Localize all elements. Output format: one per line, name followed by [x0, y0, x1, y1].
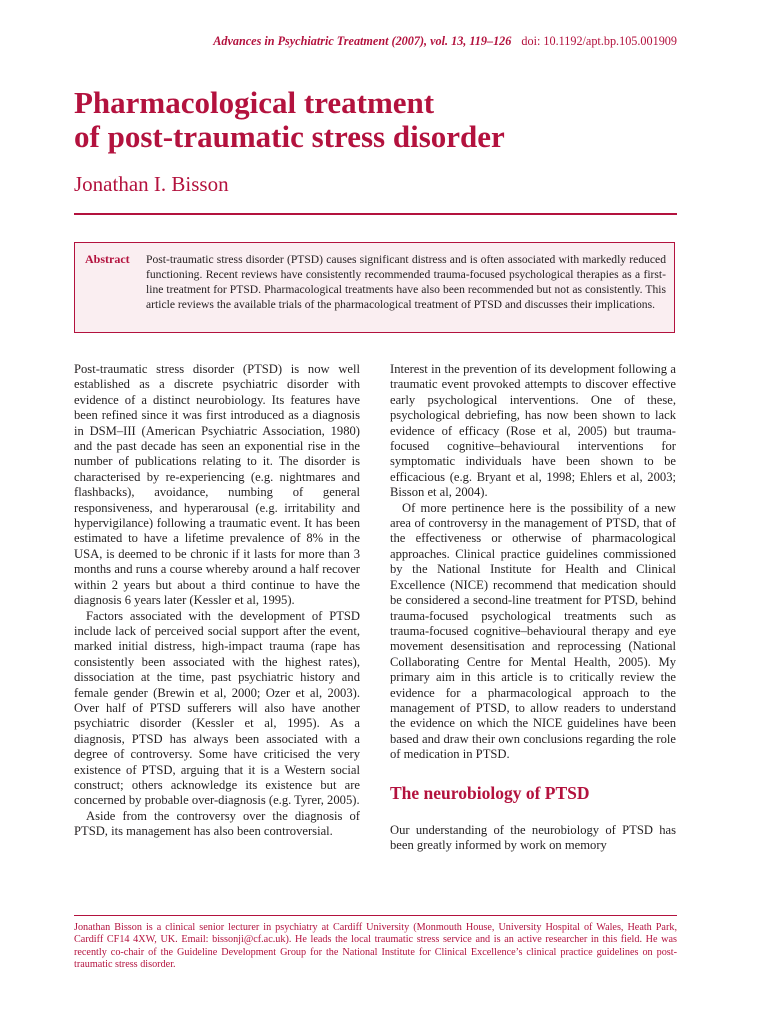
- abstract-text: Post-traumatic stress disorder (PTSD) causes significant distress and is often associated with markedly reduced functioning. Recent reviews have consistently recommended trauma-focused psychological therapies as a first-line treatment for PTSD. Pharmacological treatments have also been recommended but not as consistently. This article reviews the available trials of the pharmacological treatment of PTSD and discusses their implications.: [146, 253, 666, 312]
- author-name: Jonathan I. Bisson: [74, 172, 229, 196]
- title-line-2: of post-traumatic stress disorder: [74, 119, 505, 154]
- body-paragraph: Our understanding of the neurobiology of PTSD has been greatly informed by work on memory: [390, 822, 676, 852]
- body-paragraph: Factors associated with the development of PTSD include lack of perceived social support after the event, marked initial distress, high-impact trauma (rape has consistently been associated with the highest rates), dissociation at the time, past psychiatric history and female gender (Brewin et al, 2000; Ozer et al, 2003). Over half of PTSD sufferers will also have another psychiatric disorder (Kessler et al, 1995). As a diagnosis, PTSD has always been associated with a degree of controversy. Some have criticised the very existence of PTSD, arguing that it is a Western social construct; others acknowledge its existence but are concerned by probable over-diagnosis (e.g. Tyrer, 2005).: [74, 608, 360, 808]
- title-line-1: Pharmacological treatment: [74, 85, 435, 120]
- abstract-box: [74, 242, 675, 333]
- body-paragraph: Interest in the prevention of its development following a traumatic event provoked attempts to discover effective early psychological interventions. One of these, psychological debriefing, has now been shown to lack evidence of efficacy (Rose et al, 2005) but trauma-focused cognitive–behavioural interventions for symptomatic individuals have been shown to be efficacious (e.g. Bryant et al, 1998; Ehlers et al, 2003; Bisson et al, 2004).: [390, 362, 676, 500]
- article-title: [74, 86, 505, 154]
- running-head: [213, 34, 677, 49]
- doi: doi: 10.1192/apt.bp.105.001909: [521, 34, 677, 48]
- body-paragraph: Post-traumatic stress disorder (PTSD) is now well established as a discrete psychiatric disorder with evidence of a distinct neurobiology. Its features have been refined since it was first introduced as a diagnosis in DSM–III (American Psychiatric Association, 1980) and the past decade has seen an exponential rise in the number of publications relating to it. The disorder is characterised by re-experiencing (e.g. nightmares and flashbacks), avoidance, numbing of general responsiveness, and hyperarousal (e.g. irritability and hypervigilance) following a traumatic event. It has been estimated to have a lifetime prevalence of 8% in the USA, is deemed to be chronic if it lasts for more than 3 months and runs a course whereby around a half recover within 2 years but about a third continue to have the diagnosis 6 years later (Kessler et al, 1995).: [74, 362, 360, 608]
- author-footnote: Jonathan Bisson is a clinical senior lecturer in psychiatry at Cardiff University (Monmouth House, University Hospital of Wales, Heath Park, Cardiff CF14 4XW, UK. Email: bissonji@cf.ac.uk). He leads the local traumatic stress service and is an active researcher in this field. He was recently co-chair of the Guideline Development Group for the National Institute for Clinical Excellence’s clinical practice guidelines on post-traumatic stress disorder.: [74, 922, 677, 971]
- section-heading: The neurobiology of PTSD: [390, 782, 590, 803]
- left-column: [74, 362, 360, 840]
- title-divider: [74, 213, 677, 215]
- footnote-divider: [74, 915, 677, 916]
- abstract-label: Abstract: [85, 252, 130, 266]
- body-paragraph: Of more pertinence here is the possibility of a new area of controversy in the management of PTSD, that of the effectiveness or otherwise of pharmacological approaches. Clinical practice guidelines commissioned by the National Institute for Health and Clinical Excellence (NICE) recommend that medication should be considered a second-line treatment for PTSD, behind trauma-focused psychological treatments such as trauma-focused cognitive–behavioural therapy and eye movement desensitisation and reprocessing (National Collaborating Centre for Mental Health, 2005). My primary aim in this article is to critically review the evidence for a pharmacological approach to the management of PTSD, to allow readers to understand the evidence on which the NICE guidelines have been based and draw their own conclusions regarding the role of medication in PTSD.: [390, 500, 676, 762]
- journal-citation: Advances in Psychiatric Treatment (2007), vol. 13, 119–126: [213, 34, 512, 48]
- body-paragraph: Aside from the controversy over the diagnosis of PTSD, its management has also been controversial.: [74, 808, 360, 839]
- right-column: [390, 362, 676, 853]
